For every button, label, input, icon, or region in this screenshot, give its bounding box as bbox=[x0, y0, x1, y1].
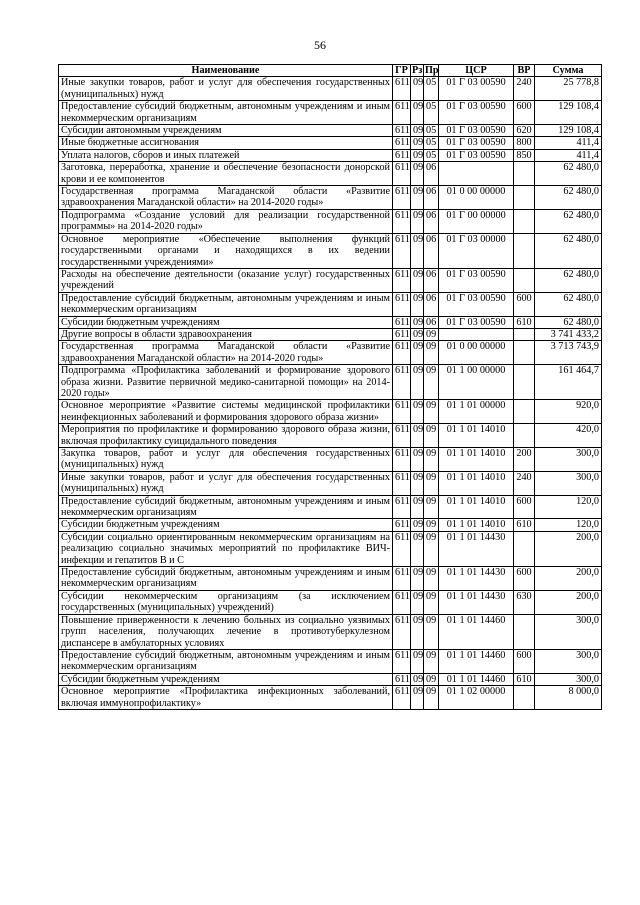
cell-sum: 411,4 bbox=[535, 137, 602, 149]
cell-vr bbox=[514, 186, 535, 210]
cell-sum: 200,0 bbox=[535, 531, 602, 566]
cell-sum: 62 480,0 bbox=[535, 209, 602, 233]
cell-gr: 611 bbox=[393, 316, 411, 328]
cell-pr: 09 bbox=[424, 400, 439, 424]
cell-csr: 01 1 00 00000 bbox=[439, 365, 514, 400]
table-row bbox=[59, 531, 602, 566]
cell-name: Предоставление субсидий бюджетным, автономным учреждениям и иным некоммерческим организациям bbox=[59, 567, 393, 591]
cell-vr: 610 bbox=[514, 519, 535, 531]
cell-pr: 09 bbox=[424, 686, 439, 710]
cell-pr: 05 bbox=[424, 101, 439, 125]
table-row bbox=[59, 400, 602, 424]
cell-pr: 06 bbox=[424, 233, 439, 268]
cell-gr: 611 bbox=[393, 567, 411, 591]
cell-csr: 01 1 01 14010 bbox=[439, 495, 514, 519]
budget-table bbox=[58, 64, 602, 710]
cell-sum: 62 480,0 bbox=[535, 316, 602, 328]
cell-csr: 01 Г 03 00590 bbox=[439, 125, 514, 137]
cell-pr: 09 bbox=[424, 519, 439, 531]
cell-name: Иные бюджетные ассигнования bbox=[59, 137, 393, 149]
table-row bbox=[59, 614, 602, 649]
cell-name: Основное мероприятие «Обеспечение выполнения функций государственными органами и находящихся в их ведении государственными учреждениями» bbox=[59, 233, 393, 268]
table-row bbox=[59, 292, 602, 316]
cell-rz: 09 bbox=[411, 186, 424, 210]
cell-csr: 01 Г 03 00590 bbox=[439, 292, 514, 316]
cell-pr: 09 bbox=[424, 590, 439, 614]
cell-rz: 09 bbox=[411, 590, 424, 614]
cell-gr: 611 bbox=[393, 77, 411, 101]
cell-name: Предоставление субсидий бюджетным, автономным учреждениям и иным некоммерческим организациям bbox=[59, 101, 393, 125]
table-row bbox=[59, 137, 602, 149]
cell-gr: 611 bbox=[393, 424, 411, 448]
table-row bbox=[59, 649, 602, 673]
cell-sum: 420,0 bbox=[535, 424, 602, 448]
cell-pr: 09 bbox=[424, 614, 439, 649]
cell-gr: 611 bbox=[393, 400, 411, 424]
cell-rz: 09 bbox=[411, 162, 424, 186]
header-vr: ВР bbox=[514, 65, 535, 77]
cell-name: Предоставление субсидий бюджетным, автономным учреждениям и иным некоммерческим организациям bbox=[59, 495, 393, 519]
cell-gr: 611 bbox=[393, 649, 411, 673]
cell-vr: 610 bbox=[514, 316, 535, 328]
cell-pr: 06 bbox=[424, 209, 439, 233]
cell-name: Субсидии социально ориентированным некоммерческим организациям на реализацию социально значимых мероприятий по профилактике ВИЧ-инфекции и гепатитов В и С bbox=[59, 531, 393, 566]
cell-pr: 06 bbox=[424, 316, 439, 328]
cell-name: Другие вопросы в области здравоохранения bbox=[59, 328, 393, 340]
cell-rz: 09 bbox=[411, 365, 424, 400]
cell-csr: 01 1 01 14010 bbox=[439, 424, 514, 448]
cell-csr: 01 1 01 14430 bbox=[439, 531, 514, 566]
cell-pr: 09 bbox=[424, 567, 439, 591]
cell-sum: 120,0 bbox=[535, 495, 602, 519]
cell-vr bbox=[514, 268, 535, 292]
cell-sum: 62 480,0 bbox=[535, 292, 602, 316]
cell-vr bbox=[514, 424, 535, 448]
cell-name: Иные закупки товаров, работ и услуг для обеспечения государственных (муниципальных) нужд bbox=[59, 77, 393, 101]
cell-vr: 850 bbox=[514, 149, 535, 161]
cell-sum: 62 480,0 bbox=[535, 268, 602, 292]
cell-name: Государственная программа Магаданской области «Развитие здравоохранения Магаданской области» на 2014-2020 годы» bbox=[59, 341, 393, 365]
cell-csr: 01 1 01 14010 bbox=[439, 519, 514, 531]
cell-pr: 06 bbox=[424, 268, 439, 292]
cell-rz: 09 bbox=[411, 268, 424, 292]
cell-vr: 600 bbox=[514, 567, 535, 591]
cell-sum: 3 713 743,9 bbox=[535, 341, 602, 365]
cell-rz: 09 bbox=[411, 316, 424, 328]
cell-pr: 06 bbox=[424, 186, 439, 210]
cell-csr: 01 1 01 14460 bbox=[439, 649, 514, 673]
cell-sum: 161 464,7 bbox=[535, 365, 602, 400]
cell-vr bbox=[514, 328, 535, 340]
cell-pr: 09 bbox=[424, 471, 439, 495]
cell-csr: 01 1 01 14010 bbox=[439, 471, 514, 495]
cell-rz: 09 bbox=[411, 686, 424, 710]
cell-gr: 611 bbox=[393, 149, 411, 161]
cell-gr: 611 bbox=[393, 365, 411, 400]
cell-sum: 411,4 bbox=[535, 149, 602, 161]
cell-rz: 09 bbox=[411, 341, 424, 365]
cell-sum: 300,0 bbox=[535, 448, 602, 472]
cell-rz: 09 bbox=[411, 531, 424, 566]
table-row bbox=[59, 365, 602, 400]
cell-rz: 09 bbox=[411, 424, 424, 448]
cell-csr: 01 1 01 00000 bbox=[439, 400, 514, 424]
cell-vr: 600 bbox=[514, 649, 535, 673]
cell-sum: 25 778,8 bbox=[535, 77, 602, 101]
cell-gr: 611 bbox=[393, 531, 411, 566]
cell-sum: 62 480,0 bbox=[535, 233, 602, 268]
cell-name: Мероприятия по профилактике и формированию здорового образа жизни, включая профилактику суицидального поведения bbox=[59, 424, 393, 448]
table-row bbox=[59, 186, 602, 210]
cell-name: Заготовка, переработка, хранение и обеспечение безопасности донорской крови и ее компонентов bbox=[59, 162, 393, 186]
cell-gr: 611 bbox=[393, 448, 411, 472]
cell-sum: 300,0 bbox=[535, 471, 602, 495]
cell-rz: 09 bbox=[411, 149, 424, 161]
page-number: 56 bbox=[314, 38, 326, 52]
table-row bbox=[59, 316, 602, 328]
cell-sum: 300,0 bbox=[535, 673, 602, 685]
cell-gr: 611 bbox=[393, 233, 411, 268]
cell-gr: 611 bbox=[393, 471, 411, 495]
cell-pr: 09 bbox=[424, 649, 439, 673]
cell-name: Расходы на обеспечение деятельности (оказание услуг) государственных учреждений bbox=[59, 268, 393, 292]
header-name: Наименование bbox=[59, 65, 393, 77]
cell-name: Уплата налогов, сборов и иных платежей bbox=[59, 149, 393, 161]
cell-pr: 06 bbox=[424, 292, 439, 316]
cell-name: Субсидии некоммерческим организациям (за исключением государственных (муниципальных) учреждений) bbox=[59, 590, 393, 614]
cell-rz: 09 bbox=[411, 495, 424, 519]
cell-gr: 611 bbox=[393, 341, 411, 365]
cell-name: Субсидии бюджетным учреждениям bbox=[59, 316, 393, 328]
cell-gr: 611 bbox=[393, 495, 411, 519]
cell-name: Предоставление субсидий бюджетным, автономным учреждениям и иным некоммерческим организациям bbox=[59, 649, 393, 673]
table-row bbox=[59, 101, 602, 125]
cell-rz: 09 bbox=[411, 328, 424, 340]
cell-vr bbox=[514, 686, 535, 710]
cell-gr: 611 bbox=[393, 268, 411, 292]
cell-csr: 01 Г 03 00590 bbox=[439, 101, 514, 125]
cell-rz: 09 bbox=[411, 233, 424, 268]
cell-pr: 05 bbox=[424, 137, 439, 149]
cell-vr bbox=[514, 614, 535, 649]
cell-vr: 630 bbox=[514, 590, 535, 614]
table-row bbox=[59, 567, 602, 591]
cell-gr: 611 bbox=[393, 614, 411, 649]
cell-csr: 01 Г 03 00590 bbox=[439, 77, 514, 101]
cell-name: Субсидии бюджетным учреждениям bbox=[59, 673, 393, 685]
cell-pr: 09 bbox=[424, 448, 439, 472]
header-gr: ГР bbox=[393, 65, 411, 77]
cell-sum: 3 741 433,2 bbox=[535, 328, 602, 340]
cell-gr: 611 bbox=[393, 186, 411, 210]
cell-vr: 600 bbox=[514, 292, 535, 316]
cell-name: Государственная программа Магаданской области «Развитие здравоохранения Магаданской области» на 2014-2020 годы» bbox=[59, 186, 393, 210]
table-header-row bbox=[59, 65, 602, 77]
cell-name: Повышение приверженности к лечению больных из социально уязвимых групп населения, получающих лечение в противотуберкулезном диспансере в амбулаторных условиях bbox=[59, 614, 393, 649]
cell-gr: 611 bbox=[393, 686, 411, 710]
cell-vr bbox=[514, 365, 535, 400]
table-row bbox=[59, 328, 602, 340]
cell-rz: 09 bbox=[411, 400, 424, 424]
cell-pr: 06 bbox=[424, 162, 439, 186]
cell-sum: 8 000,0 bbox=[535, 686, 602, 710]
cell-gr: 611 bbox=[393, 328, 411, 340]
cell-vr bbox=[514, 531, 535, 566]
cell-gr: 611 bbox=[393, 137, 411, 149]
cell-name: Закупка товаров, работ и услуг для обеспечения государственных (муниципальных) нужд bbox=[59, 448, 393, 472]
cell-csr: 01 1 02 00000 bbox=[439, 686, 514, 710]
header-csr: ЦСР bbox=[439, 65, 514, 77]
cell-csr: 01 Г 03 00590 bbox=[439, 316, 514, 328]
cell-gr: 611 bbox=[393, 162, 411, 186]
cell-csr: 01 Г 03 00000 bbox=[439, 233, 514, 268]
cell-rz: 09 bbox=[411, 209, 424, 233]
cell-sum: 120,0 bbox=[535, 519, 602, 531]
cell-name: Основное мероприятие «Развитие системы медицинской профилактики неинфекционных заболеваний и формирования здорового образа жизни» bbox=[59, 400, 393, 424]
cell-pr: 09 bbox=[424, 531, 439, 566]
cell-rz: 09 bbox=[411, 125, 424, 137]
cell-rz: 09 bbox=[411, 673, 424, 685]
cell-rz: 09 bbox=[411, 519, 424, 531]
table-body bbox=[59, 77, 602, 710]
cell-csr bbox=[439, 328, 514, 340]
cell-gr: 611 bbox=[393, 209, 411, 233]
cell-csr: 01 0 00 00000 bbox=[439, 186, 514, 210]
cell-vr bbox=[514, 209, 535, 233]
table-row bbox=[59, 77, 602, 101]
cell-rz: 09 bbox=[411, 567, 424, 591]
cell-pr: 05 bbox=[424, 149, 439, 161]
cell-name: Подпрограмма «Создание условий для реализации государственной программы» на 2014-2020 годы» bbox=[59, 209, 393, 233]
cell-gr: 611 bbox=[393, 101, 411, 125]
cell-vr: 600 bbox=[514, 101, 535, 125]
cell-rz: 09 bbox=[411, 614, 424, 649]
table-row bbox=[59, 519, 602, 531]
header-rz: Рз bbox=[412, 65, 423, 76]
cell-pr: 09 bbox=[424, 495, 439, 519]
cell-sum: 300,0 bbox=[535, 649, 602, 673]
cell-pr: 09 bbox=[424, 424, 439, 448]
cell-csr: 01 Г 03 00590 bbox=[439, 268, 514, 292]
cell-rz: 09 bbox=[411, 137, 424, 149]
cell-vr: 240 bbox=[514, 77, 535, 101]
cell-sum: 62 480,0 bbox=[535, 162, 602, 186]
table-row bbox=[59, 495, 602, 519]
cell-rz: 09 bbox=[411, 471, 424, 495]
cell-pr: 09 bbox=[424, 328, 439, 340]
cell-gr: 611 bbox=[393, 292, 411, 316]
table-row bbox=[59, 162, 602, 186]
table-row bbox=[59, 233, 602, 268]
cell-vr bbox=[514, 162, 535, 186]
cell-vr: 200 bbox=[514, 448, 535, 472]
table-row bbox=[59, 673, 602, 685]
header-pr: Пр bbox=[425, 65, 439, 76]
cell-gr: 611 bbox=[393, 673, 411, 685]
cell-rz: 09 bbox=[411, 292, 424, 316]
table-row bbox=[59, 125, 602, 137]
cell-vr bbox=[514, 341, 535, 365]
cell-vr: 610 bbox=[514, 673, 535, 685]
cell-vr bbox=[514, 400, 535, 424]
cell-pr: 05 bbox=[424, 125, 439, 137]
table-row bbox=[59, 424, 602, 448]
table-row bbox=[59, 268, 602, 292]
cell-sum: 129 108,4 bbox=[535, 125, 602, 137]
cell-rz: 09 bbox=[411, 448, 424, 472]
cell-sum: 62 480,0 bbox=[535, 186, 602, 210]
cell-gr: 611 bbox=[393, 519, 411, 531]
cell-csr: 01 0 00 00000 bbox=[439, 341, 514, 365]
cell-csr: 01 Г 03 00590 bbox=[439, 149, 514, 161]
cell-csr: 01 1 01 14430 bbox=[439, 590, 514, 614]
cell-sum: 920,0 bbox=[535, 400, 602, 424]
cell-name: Подпрограмма «Профилактика заболеваний и формирование здорового образа жизни. Развитие первичной медико-санитарной помощи» на 2014-2020 годы» bbox=[59, 365, 393, 400]
table-row bbox=[59, 209, 602, 233]
table-row bbox=[59, 448, 602, 472]
cell-name: Субсидии автономным учреждениям bbox=[59, 125, 393, 137]
cell-name: Иные закупки товаров, работ и услуг для обеспечения государственных (муниципальных) нужд bbox=[59, 471, 393, 495]
cell-rz: 09 bbox=[411, 101, 424, 125]
table-row bbox=[59, 149, 602, 161]
header-sum: Сумма bbox=[535, 65, 602, 77]
table-row bbox=[59, 590, 602, 614]
cell-sum: 129 108,4 bbox=[535, 101, 602, 125]
cell-sum: 200,0 bbox=[535, 567, 602, 591]
cell-vr bbox=[514, 233, 535, 268]
cell-csr: 01 1 01 14460 bbox=[439, 614, 514, 649]
table-row bbox=[59, 471, 602, 495]
cell-vr: 240 bbox=[514, 471, 535, 495]
table-row bbox=[59, 341, 602, 365]
table-row bbox=[59, 686, 602, 710]
cell-csr: 01 Г 03 00590 bbox=[439, 137, 514, 149]
cell-name: Основное мероприятие «Профилактика инфекционных заболеваний, включая иммунопрофилактику» bbox=[59, 686, 393, 710]
cell-name: Субсидии бюджетным учреждениям bbox=[59, 519, 393, 531]
cell-pr: 09 bbox=[424, 673, 439, 685]
cell-vr: 800 bbox=[514, 137, 535, 149]
cell-pr: 05 bbox=[424, 77, 439, 101]
cell-name: Предоставление субсидий бюджетным, автономным учреждениям и иным некоммерческим организациям bbox=[59, 292, 393, 316]
cell-rz: 09 bbox=[411, 77, 424, 101]
cell-csr bbox=[439, 162, 514, 186]
cell-csr: 01 1 01 14010 bbox=[439, 448, 514, 472]
cell-pr: 09 bbox=[424, 365, 439, 400]
cell-gr: 611 bbox=[393, 125, 411, 137]
cell-vr: 620 bbox=[514, 125, 535, 137]
cell-csr: 01 Г 00 00000 bbox=[439, 209, 514, 233]
cell-vr: 600 bbox=[514, 495, 535, 519]
cell-gr: 611 bbox=[393, 590, 411, 614]
cell-sum: 300,0 bbox=[535, 614, 602, 649]
cell-csr: 01 1 01 14460 bbox=[439, 673, 514, 685]
cell-pr: 09 bbox=[424, 341, 439, 365]
cell-sum: 200,0 bbox=[535, 590, 602, 614]
cell-csr: 01 1 01 14430 bbox=[439, 567, 514, 591]
cell-rz: 09 bbox=[411, 649, 424, 673]
